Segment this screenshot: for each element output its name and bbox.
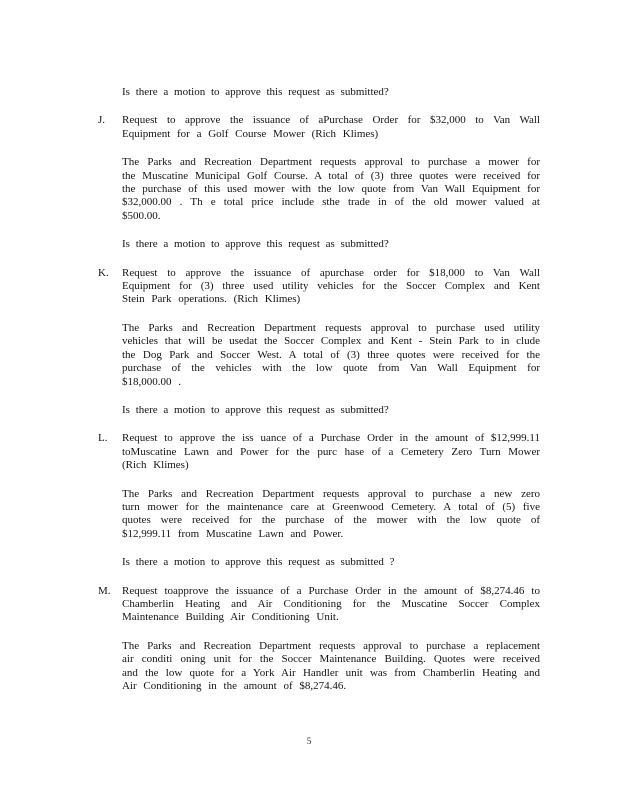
agenda-item-m: [98, 585, 540, 709]
motion-line: Is there a motion to approve this request as submitted?: [122, 403, 389, 416]
item-paragraph: The Parks and Recreation Department requests approval to purchase a mower for the Muscatine Municipal Golf Course. A total of (3) three quotes were received for the purchase of this used mower with the low quote from Van Wall Equipment for $32,000.00 . Th e total price include sthe trade in of the old mower valued at $500.00.: [122, 156, 540, 222]
item-letter: L.: [98, 432, 108, 445]
item-body: [122, 432, 540, 584]
item-heading: Request to approve the issuance of aPurchase Order for $32,000 to Van Wall Equipment for a Golf Course Mower (Rich Klimes): [122, 114, 540, 140]
item-letter: M.: [98, 584, 111, 597]
agenda-item-l: [98, 432, 540, 584]
motion-line: Is there a motion to approve this request as submitted ?: [122, 556, 395, 569]
item-heading: Request toapprove the issuance of a Purchase Order in the amount of $8,274.46 to Chamberlin Heating and Air Conditioning for the Muscatine Soccer Complex Maintenance Building Air Conditioning Unit.: [122, 584, 540, 624]
item-paragraph: The Parks and Recreation Department requests approval to purchase a replacement air conditi oning unit for the Soccer Maintenance Building. Quotes were received and the low quote for a York Air Handler unit was from Chamberlin Heating and Air Conditioning in the amount of $8,274.46.: [122, 639, 540, 692]
item-paragraph: The Parks and Recreation Department requests approval to purchase used utility vehicles that will be usedat the Soccer Complex and Kent - Stein Park to in clude the Dog Park and Soccer West. A total of (3) three quotes were received for the purchase of the vehicles with the low quote from Van Wall Equipment for $18,000.00 .: [122, 321, 540, 388]
motion-line: Is there a motion to approve this request as submitted?: [122, 238, 389, 251]
motion-line: Is there a motion to approve this request as submitted?: [122, 86, 389, 98]
item-heading: Request to approve the issuance of apurchase order for $18,000 to Van Wall Equipment for (3) three used utility vehicles for the Soccer Complex and Kent Stein Park operations. (Rich Klimes): [122, 266, 540, 306]
item-letter: K.: [98, 266, 109, 279]
item-body: [122, 114, 540, 266]
item-body: [122, 267, 540, 433]
item-paragraph: The Parks and Recreation Department requests approval to purchase a new zero turn mower for the maintenance care at Greenwood Cemetery. A total of (5) five quotes were received for the purchase of the mower with the low quote of $12,999.11 from Muscatine Lawn and Power.: [122, 487, 540, 540]
item-heading: Request to approve the iss uance of a Purchase Order in the amount of $12,999.11 toMuscatine Lawn and Power for the purc hase of a Cemetery Zero Turn Mower (Rich Klimes): [122, 432, 540, 472]
agenda-item-j: [98, 114, 540, 266]
document-content: [98, 86, 540, 708]
item-body: [122, 585, 540, 709]
item-letter: J.: [98, 114, 106, 127]
page-number: 5: [306, 736, 312, 746]
agenda-item-k: [98, 267, 540, 433]
